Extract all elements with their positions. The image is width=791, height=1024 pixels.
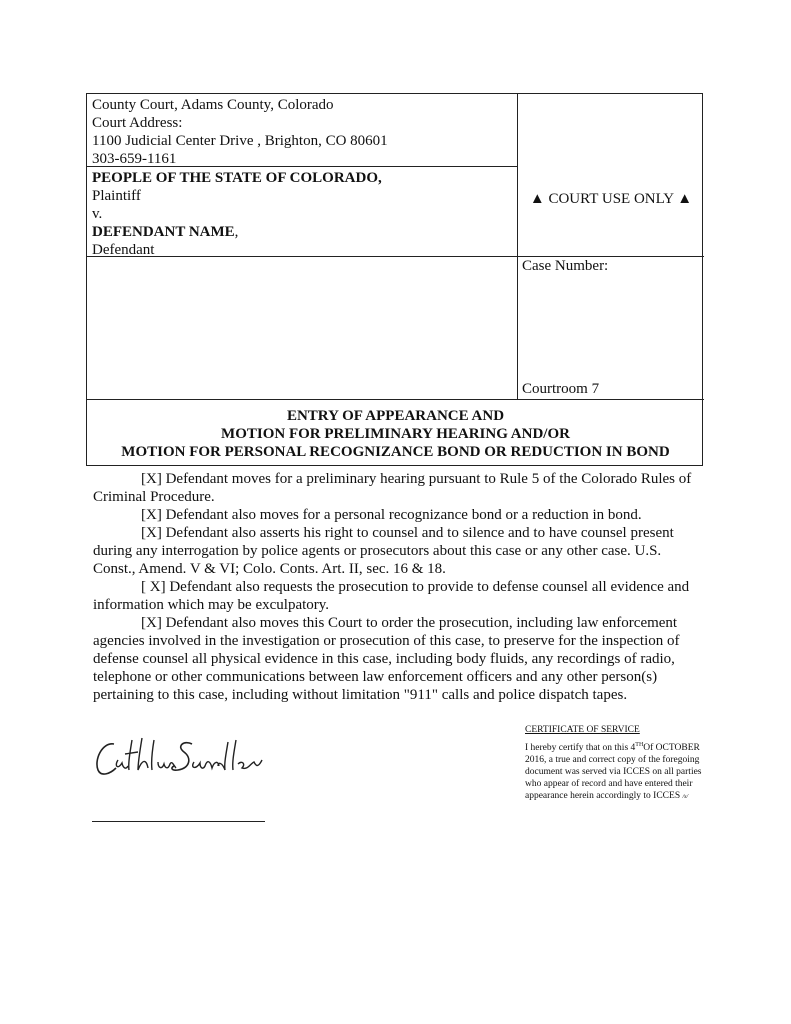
paragraph-preliminary-hearing: [X] Defendant moves for a preliminary hearing pursuant to Rule 5 of the Colorado Rules of Criminal Procedure.: [93, 471, 692, 505]
case-number-label: Case Number:: [522, 258, 609, 274]
defendant-line: [92, 223, 512, 241]
defendant-name: DEFENDANT NAME: [92, 224, 235, 240]
paragraph-right-to-counsel: [X] Defendant also asserts his right to counsel and to silence and to have counsel present during any interrogation by police agents or prosecutors about this case or any other case. U.S. Const., Amend. V & VI; Colo. Conts. Art. II, sec. 16 & 18.: [93, 525, 674, 577]
document-title: [87, 407, 704, 461]
certificate-text-start: I hereby certify that on this 4: [525, 743, 636, 753]
paragraph-pr-bond: [X] Defendant also moves for a personal recognizance bond or a reduction in bond.: [141, 507, 642, 523]
defendant-comma: ,: [234, 224, 239, 240]
court-info: [92, 96, 512, 168]
certificate-signature-mark: /s/: [682, 794, 689, 800]
certificate-title: CERTIFICATE OF SERVICE: [525, 725, 640, 735]
courtroom: Courtroom 7: [522, 381, 600, 397]
parties: [92, 169, 512, 259]
certificate-text-end: Of OCTOBER 2016, a true and correct copy of the foregoing document was served via ICCES on all parties who appear of record and have entered their appearance herein accordingly to ICCES: [525, 743, 702, 801]
court-phone: 303-659-1161: [92, 151, 177, 167]
certificate-text: [525, 739, 715, 803]
title-line-2: MOTION FOR PRELIMINARY HEARING AND/OR: [221, 426, 570, 442]
paragraph-exculpatory-evidence: [ X] Defendant also requests the prosecution to provide to defense counsel all evidence and information which may be exculpatory.: [93, 579, 690, 613]
caption-box: [86, 93, 703, 466]
certificate-of-service: [525, 724, 715, 803]
defendant-role: Defendant: [92, 242, 155, 258]
title-line-3: MOTION FOR PERSONAL RECOGNIZANCE BOND OR REDUCTION IN BOND: [121, 444, 670, 460]
versus: v.: [92, 206, 103, 222]
signature: [92, 730, 272, 790]
court-name: County Court, Adams County, Colorado: [92, 97, 334, 113]
motion-body: [93, 470, 698, 704]
certificate-ordinal: TH: [635, 742, 644, 748]
plaintiff-name: PEOPLE OF THE STATE OF COLORADO,: [92, 170, 382, 186]
court-use-only: ▲ COURT USE ONLY ▲: [529, 191, 693, 207]
caption-divider-title: [87, 399, 704, 400]
court-address-label: Court Address:: [92, 115, 183, 131]
title-line-1: ENTRY OF APPEARANCE AND: [286, 408, 505, 424]
paragraph-preserve-evidence: [X] Defendant also moves this Court to order the prosecution, including law enforcement agencies involved in the investigation or prosecution of this case, to preserve for the inspection of defense counsel all physical evidence in this case, including body fluids, any recordings of radio, telephone or other communications between law enforcement officers and any other person(s) pertaining to this case, including without limitation "911" calls and police dispatch tapes.: [93, 615, 680, 703]
plaintiff-role: Plaintiff: [92, 188, 141, 204]
caption-vertical-divider: [517, 94, 518, 400]
signature-line: [92, 821, 265, 822]
court-address: 1100 Judicial Center Drive , Brighton, CO 80601: [92, 133, 388, 149]
